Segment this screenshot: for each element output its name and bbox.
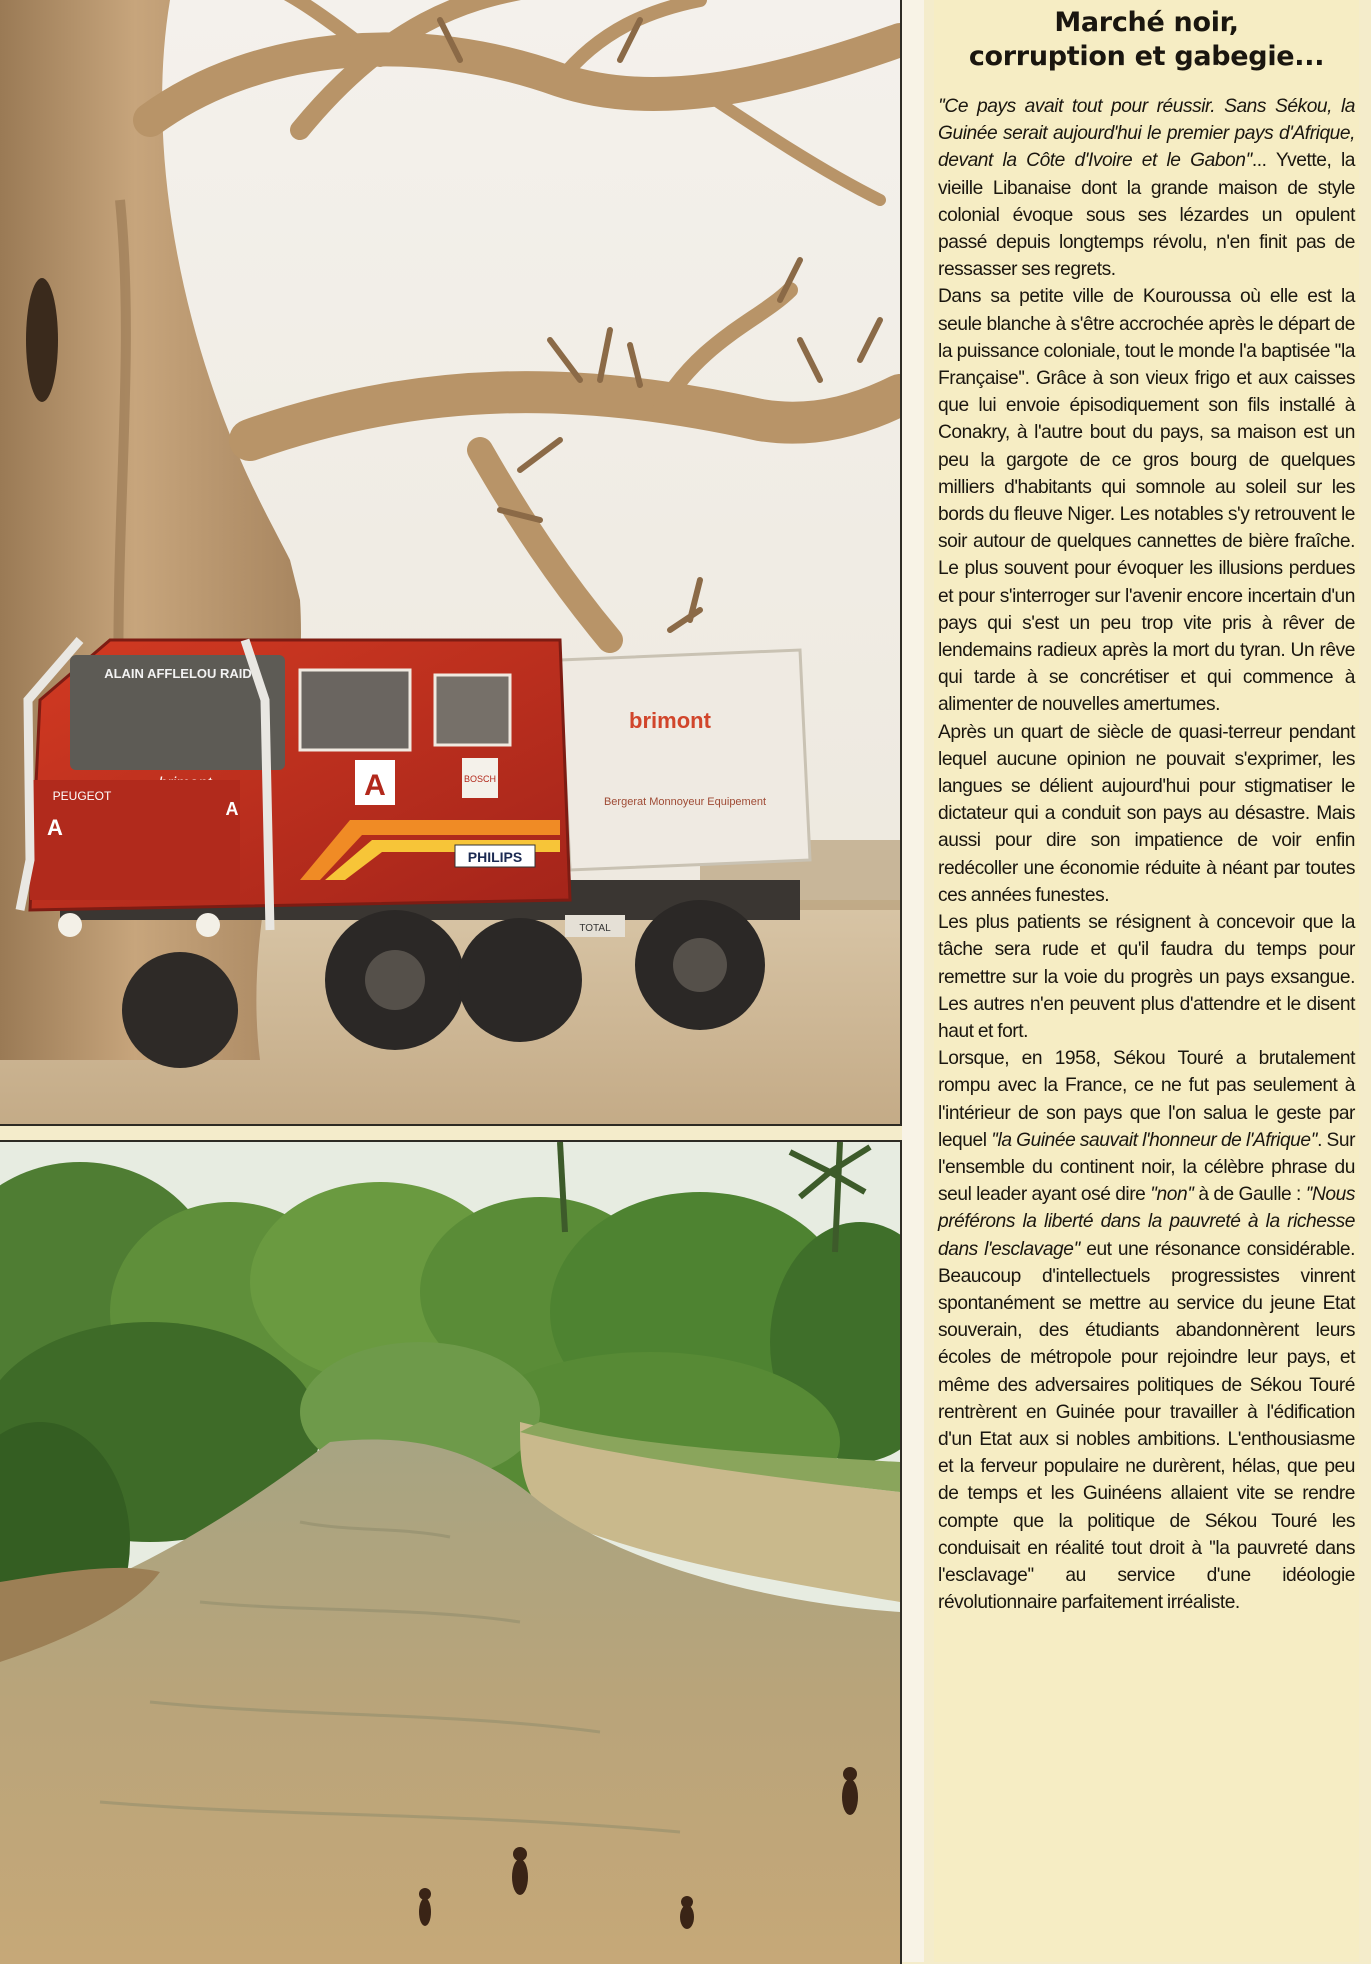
front-logo-left-text: A — [47, 815, 63, 840]
door-logo-text: A — [364, 769, 386, 802]
text-run: ... Yvette, la vieille Libanaise dont la grande maison de style colonial évoque sous ses lézardes un opulent passé depuis longtemps révolu, n'en finit pas de ressasser ses regrets. — [938, 150, 1355, 280]
article-paragraph — [938, 1045, 1355, 1616]
article-title-line: corruption et gabegie... — [938, 40, 1355, 74]
windshield-banner-text: ALAIN AFFLELOU RAID — [104, 666, 252, 681]
door-badge-text: BOSCH — [464, 774, 496, 784]
bumper-brand-text: PEUGEOT — [53, 789, 112, 803]
headlight-left — [58, 913, 82, 937]
article-paragraph — [938, 93, 1355, 283]
photo-river-forest — [0, 1140, 902, 1964]
spare-wheel — [122, 952, 238, 1068]
text-run: Lorsque, en 1958, Sékou Touré a brutalement rompu avec la France, ce ne fut pas seulement à l'intérieur de son pays que l'on salua le geste par lequel — [938, 1048, 1355, 1151]
text-run: Les plus patients se résignent à concevoir que la tâche sera rude et qu'il faudra du temps pour remettre sur la voie du progrès un pays exsangue. Les autres n'en peuvent plus d'attendre et le disent haut et fort. — [938, 912, 1355, 1042]
rally-truck — [20, 640, 810, 1068]
fuel-tank-text: TOTAL — [579, 923, 611, 934]
article-title — [938, 0, 1355, 74]
article-paragraph — [938, 283, 1355, 718]
text-run: Après un quart de siècle de quasi-terreur pendant lequel aucune opinion ne pouvait s'exprimer, les langues se délient aujourd'hui pour stigmatiser le dictateur qui a conduit son pays au désastre. Mais aussi pour dire son impatience de voir enfin redécoller une économie réduite à néant par toutes ces années funestes. — [938, 722, 1355, 906]
headlight-right — [196, 913, 220, 937]
cargo-brand-text: brimont — [629, 708, 712, 733]
cargo-canvas — [560, 650, 810, 870]
cargo-caption-text: Bergerat Monnoyeur Equipement — [604, 796, 766, 808]
page-gutter — [902, 0, 924, 1962]
mid-wheel — [458, 918, 582, 1042]
article-title-line: Marché noir, — [938, 6, 1355, 40]
photo-river-forest-image — [0, 1142, 900, 1964]
quote-run: ''non'' — [1150, 1184, 1194, 1205]
rear-window — [435, 675, 510, 745]
front-logo-right-text: A — [226, 799, 239, 819]
text-run: Dans sa petite ville de Kouroussa où elle est la seule blanche à s'être accrochée après le départ de la puissance coloniale, tout le monde l'a baptisée ''la Française''. Grâce à son vieux frigo et aux caisses que lui envoie épisodiquement son fils installé à Conakry, à l'autre bout du pays, sa maison est un peu la gargote de ce gros bourg de quelques milliers d'habitants qui somnole au soleil sur les bords du fleuve Niger. Les notables s'y retrouvent le soir autour de quelques cannettes de bière fraîche. Le plus souvent pour évoquer les illusions perdues et pour s'interroger sur l'avenir encore incertain d'un pays qui s'est un peu trop vite pris à rêver de lendemains radieux après la mort du tyran. Un rêve qui tarde à se concrétiser et qui commence à alimenter de nouvelles amertumes. — [938, 286, 1355, 715]
rear-wheel-hub — [673, 938, 727, 992]
article-body — [938, 93, 1355, 1616]
quote-run: ''la Guinée sauvait l'honneur de l'Afrique'' — [991, 1130, 1317, 1151]
photo-baobab-truck-image — [0, 0, 900, 1124]
text-run: à de Gaulle : — [1194, 1184, 1306, 1205]
quote-run: ''Ce pays avait tout pour réussir. Sans Sékou, la Guinée serait aujourd'hui le premier pays d'Afrique, devant la Côte d'Ivoire et le Gabon'' — [938, 96, 1355, 171]
article-column — [934, 0, 1359, 1962]
trunk-hollow — [26, 278, 58, 402]
front-wheel-hub — [365, 950, 425, 1010]
article-paragraph — [938, 909, 1355, 1045]
article-paragraph — [938, 719, 1355, 909]
text-run: eut une résonance considérable. Beaucoup d'intellectuels progressistes vinrent spontanément se mettre au service du jeune Etat souverain, des étudiants abandonnèrent leurs écoles de métropole pour rejoindre leur pays, et même des adversaires politiques de Sékou Touré rentrèrent en Guinée pour travailler à l'édification d'un Etat aux si nobles ambitions. L'enthousiasme et la ferveur populaire ne durèrent, hélas, que peu de temps et les Guinéens allaient vite se rendre compte que la politique de Sékou Touré les conduisait en réalité tout droit à ''la pauvreté dans l'esclavage'' au service d'une idéologie révolutionnaire parfaitement irréaliste. — [938, 1239, 1355, 1614]
plate-text: PHILIPS — [468, 849, 522, 865]
text-run: . Sur l'ensemble du continent noir, la célèbre phrase du seul leader ayant osé dire — [938, 1130, 1355, 1205]
door-window — [300, 670, 410, 750]
quote-run: ''Nous préférons la liberté dans la pauvreté à la richesse dans l'esclavage'' — [938, 1184, 1355, 1259]
photo-baobab-truck — [0, 0, 902, 1126]
